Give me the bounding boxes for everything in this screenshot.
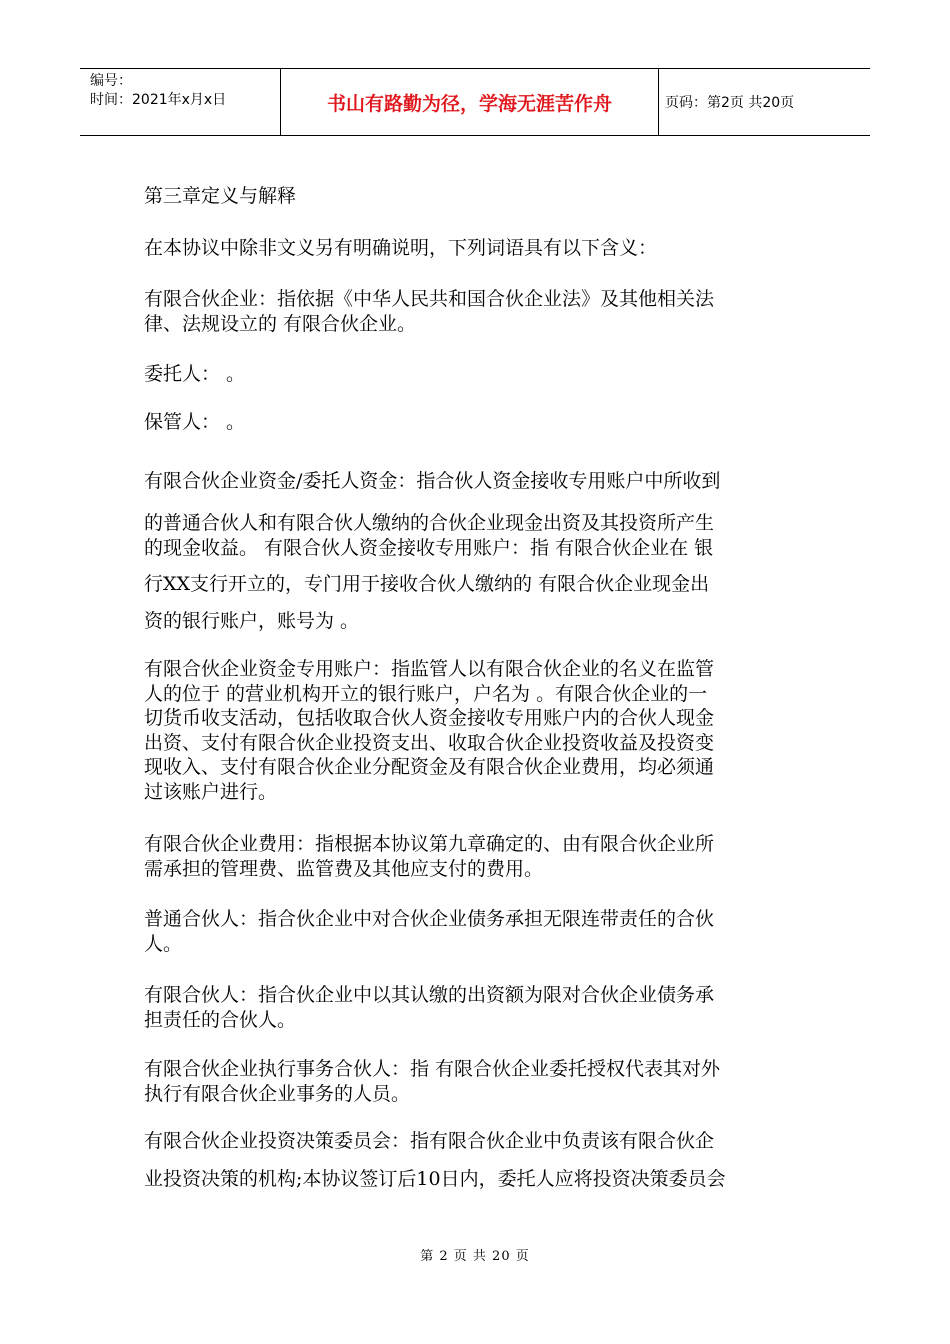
text-line: 有限合伙企业费用：指根据本协议第九章确定的、由有限合伙企业所: [144, 833, 715, 855]
page-header: [80, 68, 870, 136]
definition-limited-partnership: [144, 287, 809, 336]
text-line: 普通合伙人：指合伙企业中对合伙企业债务承担无限连带责任的合伙: [144, 908, 715, 930]
text-line: 执行有限合伙企业事务的人员。: [144, 1082, 411, 1105]
definition-investment-committee: 有限合伙企业投资决策委员会：指有限合伙企业中负责该有限合伙企: [144, 1130, 715, 1152]
document-date: 时间：2021年x月x日: [90, 92, 227, 108]
page-footer: 第 2 页 共 20 页: [420, 1249, 530, 1264]
definition-custodian: 保管人： 。: [144, 411, 246, 433]
definition-investment-committee-cont: 业投资决策的机构;本协议签订后10日内，委托人应将投资决策委员会: [144, 1168, 726, 1190]
text-line: 的现金收益。 有限合伙人资金接收专用账户：指 有限合伙企业在 银: [144, 536, 714, 559]
text-line: 有限合伙企业：指依据《中华人民共和国合伙企业法》及其他相关法: [144, 288, 715, 310]
text-line: 切货币收支活动，包括收取合伙人资金接收专用账户内的合伙人现金: [144, 707, 715, 729]
text-line: 有限合伙人：指合伙企业中以其认缴的出资额为限对合伙企业债务承: [144, 984, 715, 1006]
definition-partnership-funds-cont: [144, 511, 809, 560]
text-line: 过该账户进行。: [144, 780, 278, 803]
definition-partnership-funds: 有限合伙企业资金/委托人资金：指合伙人资金接收专用账户中所收到: [144, 470, 721, 492]
text-line: 人。: [144, 932, 183, 955]
definition-limited-partner: [144, 983, 809, 1032]
definition-dedicated-account: [144, 657, 809, 804]
text-line: 的普通合伙人和有限合伙人缴纳的合伙企业现金出资及其投资所产生: [144, 512, 715, 534]
text-line: 担责任的合伙人。: [144, 1008, 297, 1031]
header-page-info: 页码：第2页 共20页: [665, 95, 795, 111]
header-meta: [80, 69, 281, 135]
text-line: 出资、支付有限合伙企业投资支出、收取合伙企业投资收益及投资变: [144, 731, 715, 754]
header-motto: 书山有路勤为径，学海无涯苦作舟: [281, 69, 659, 135]
text-line: 有限合伙企业执行事务合伙人：指 有限合伙企业委托授权代表其对外: [144, 1058, 721, 1080]
section-heading: 第三章定义与解释: [144, 185, 297, 207]
text-line: 需承担的管理费、监管费及其他应支付的费用。: [144, 857, 544, 880]
text-line: 律、法规设立的 有限合伙企业。: [144, 312, 417, 335]
text-line: 有限合伙企业资金专用账户：指监管人以有限合伙企业的名义在监管: [144, 658, 715, 680]
definition-partnership-expenses: [144, 832, 809, 881]
definition-principal: 委托人： 。: [144, 363, 246, 385]
text-line: 人的位于 的营业机构开立的银行账户，户名为 。有限合伙企业的一: [144, 682, 708, 705]
definition-general-partner: [144, 907, 809, 956]
intro-paragraph: 在本协议中除非文义另有明确说明，下列词语具有以下含义：: [144, 237, 658, 259]
definition-receiving-account: 行XX支行开立的，专门用于接收合伙人缴纳的 有限合伙企业现金出: [144, 573, 710, 595]
document-number-label: 编号：: [90, 73, 132, 89]
definition-receiving-account-cont: 资的银行账户，账号为 。: [144, 610, 360, 632]
definition-executive-partner: [144, 1057, 809, 1106]
text-line: 现收入、支付有限合伙企业分配资金及有限合伙企业费用，均必须通: [144, 756, 715, 778]
